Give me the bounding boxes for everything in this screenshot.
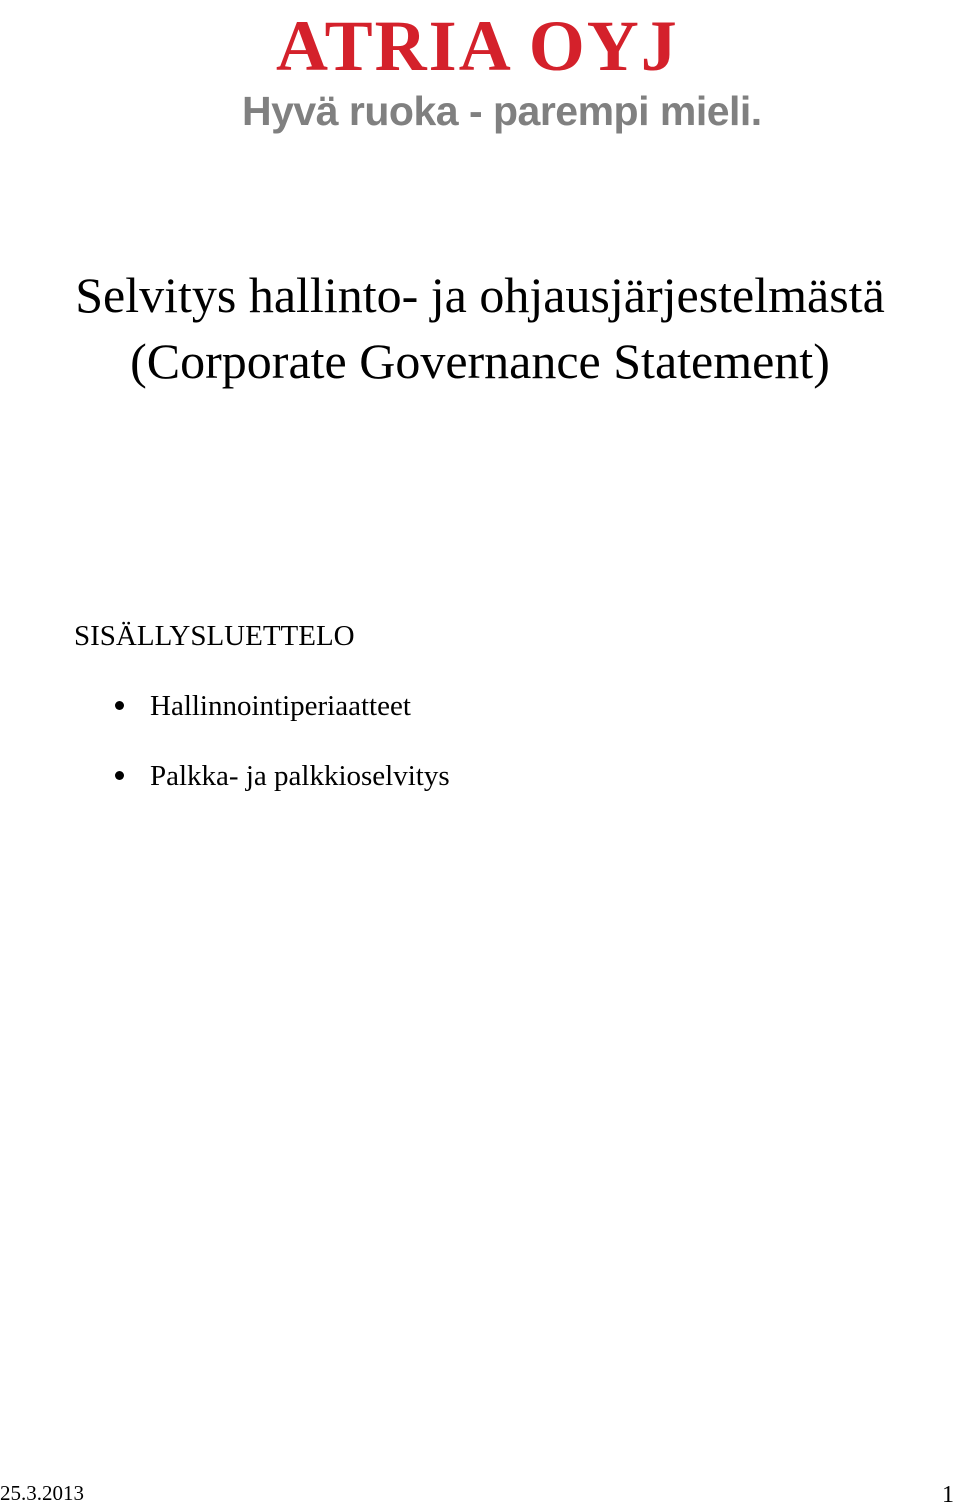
company-logo: [240, 6, 762, 138]
toc-item: [0, 756, 700, 826]
document-title: [0, 262, 960, 394]
logo-slogan: Hyvä ruoka - parempi mieli.: [242, 88, 762, 134]
bullet-icon: [115, 771, 124, 780]
logo-company-name: ATRIA OYJ: [276, 6, 679, 86]
table-of-contents-list: [0, 686, 700, 826]
footer-date: 25.3.2013: [0, 1481, 84, 1505]
toc-item: [0, 686, 700, 756]
document-title-line-1: Selvitys hallinto- ja ohjausjärjestelmästä: [75, 267, 885, 323]
bullet-icon: [115, 701, 124, 710]
toc-item-link[interactable]: Hallinnointiperiaatteet: [150, 690, 411, 722]
table-of-contents-heading: SISÄLLYSLUETTELO: [74, 620, 355, 652]
page-number: 1: [942, 1482, 954, 1508]
toc-item-link[interactable]: Palkka- ja palkkioselvitys: [150, 760, 450, 792]
document-title-line-2: (Corporate Governance Statement): [130, 333, 830, 389]
